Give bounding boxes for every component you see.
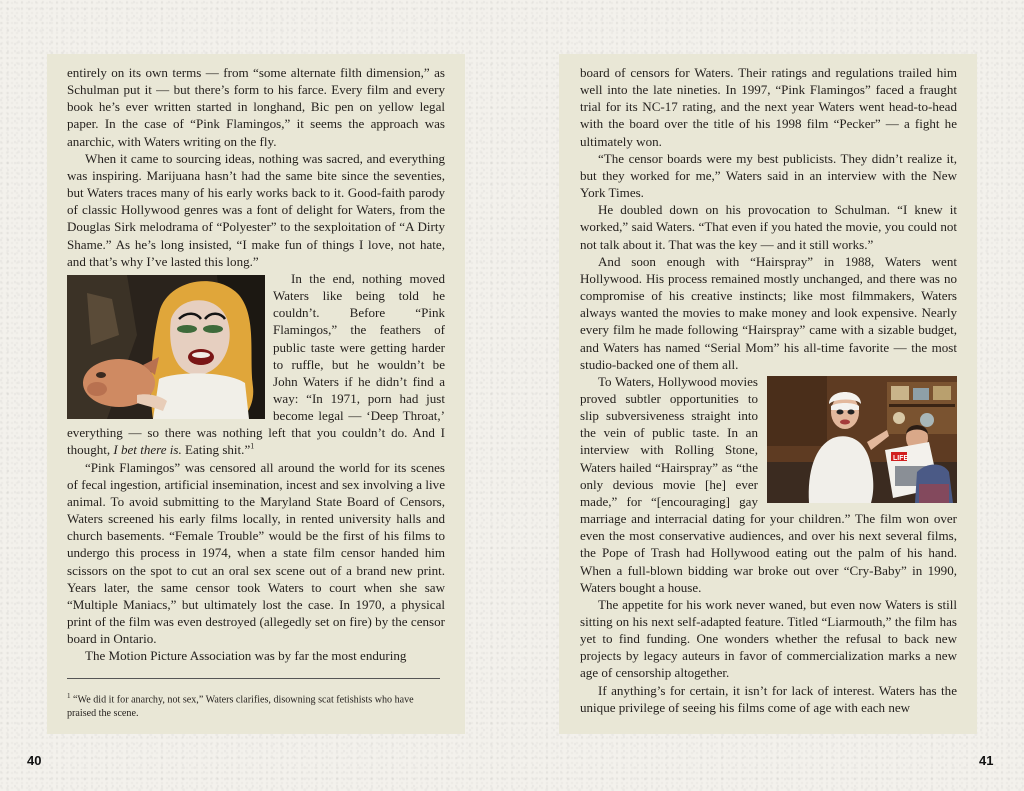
paragraph: He doubled down on his provocation to Schulman. “I knew it worked,” said Waters. “That even if you hated the movie, you could not not talk about it. That was the key — and it still works.” bbox=[580, 202, 957, 252]
paragraph: And soon enough with “Hairspray” in 1988, Waters went Hollywood. His process remained mostly unchanged, and there was no compromise of his creative instincts; like most filmmakers, Waters always wanted the movies to make money and look expensive. Nearly every film he made following “Hairspray” came with a sizable budget, and Waters has named “Serial Mom” his all-time favorite — the most studio-backed one of them all. bbox=[580, 253, 957, 372]
paragraph: When it came to sourcing ideas, nothing was sacred, and everything was inspiring. Marijuana hasn’t had the same bite since the seventies, but Waters traces many of his early works back to it. Good-faith parody of classic Hollywood genres was a font of delight for Waters, from the Douglas Sirk melodrama of “Polyester” to the sexploitation of “A Dirty Shame.” As he’s long insisted, “I make fun of things I love, not hate, and that’s why I’ve lasted this long.” bbox=[67, 150, 445, 269]
footnote-marker: 1 bbox=[67, 692, 71, 701]
footnote bbox=[67, 690, 445, 720]
paragraph: “Pink Flamingos” was censored all around the world for its scenes of fecal ingestion, artificial insemination, incest and sex involving a live animal. To avoid submitting to the Maryland State Board of Censors, Waters screened his early films locally, in rented university halls and church basements. “Female Trouble” would be the first of his films to undergo this process in 1974, when a state film censor handed him scissors on the spot to cut an oral sex scene out of a brand new print. Years later, the same censor took Waters to court when she saw “Multiple Maniacs,” but ultimately lost the case. In 1970, a physical print of the film was even destroyed (allegedly set on fire) by the censor board in Ontario. bbox=[67, 459, 445, 647]
page-number-left: 40 bbox=[27, 753, 42, 768]
footnote-divider bbox=[67, 678, 440, 679]
paragraph: board of censors for Waters. Their ratings and regulations trailed him well into the late nineties. In 1997, “Pink Flamingos” faced a fraught trial for its NC-17 rating, and the next year Waters went head-to-head with the board over the title of his 1998 film “Pecker” — a fight he ultimately won. bbox=[580, 65, 957, 149]
magazine-cover-text: LIFE bbox=[893, 454, 909, 462]
page-number-right: 41 bbox=[979, 753, 994, 768]
photo-hairspray-scene bbox=[767, 376, 957, 503]
left-page bbox=[47, 54, 465, 734]
italic-text: I bet there is. bbox=[113, 442, 182, 458]
paragraph: The appetite for his work never waned, but even now Waters is still sitting on his next self-adapted feature. Titled “Liarmouth,” the film has yet to find funding. One wonders whether the refusal to back new projects by legacy auteurs in favor of commercialization marks a new age of censorship altogether. bbox=[580, 596, 957, 681]
left-page-text bbox=[67, 64, 445, 664]
paragraph-text: Eating shit.” bbox=[181, 442, 251, 458]
paragraph: To Waters, Hollywood movies proved subtler opportunities to slip subversiveness straight into the vein of public taste. In an interview with Rolling Stone, Waters hailed “Hairspray” as “the only devious movie [he] ever made,” for “[encouraging] gay marriage and interracial dating for your children.” The film won over even the most conservative audiences, and over his next several films, the Pope of Trash had Hollywood eating out the palm of his hand. When a full-blown bidding war broke out over “Cry-Baby” in 1990, Waters bought a house. bbox=[580, 373, 957, 595]
paragraph-text: In the end, nothing moved Waters like being told he couldn’t. Before “Pink Flamingos,” the feathers of public taste were getting harder to ruffle, but he wouldn’t be John Waters if he didn’t find a way: “In 1971, porn had just become legal — ‘Deep Throat,’ everything — so there was nothing left that you couldn’t do. And I thought, bbox=[67, 270, 445, 458]
paragraph: If anything’s for certain, it isn’t for lack of interest. Waters has the unique privilege of seeing his films come of age with each new bbox=[580, 682, 957, 715]
right-page-text bbox=[580, 64, 957, 716]
right-page bbox=[559, 54, 977, 734]
footnote-text: “We did it for anarchy, not sex,” Waters clarifies, disowning scat fetishists who have praised the scene. bbox=[67, 694, 414, 720]
paragraph: The Motion Picture Association was by far the most enduring bbox=[85, 648, 407, 664]
photo-divine-illustration bbox=[67, 275, 265, 419]
paragraph: “The censor boards were my best publicists. They didn’t realize it, but they worked for me,” Waters said in an interview with the New York Times. bbox=[580, 150, 957, 201]
footnote-reference[interactable]: 1 bbox=[250, 442, 255, 452]
photo-hairspray-illustration bbox=[767, 376, 957, 503]
photo-divine-with-pig-head bbox=[67, 275, 265, 419]
paragraph: entirely on its own terms — from “some alternate filth dimension,” as Schulman put it — but there’s form to his farce. Every film and every book he’s ever written started in longhand, Bic pen on yellow legal paper. In the case of “Pink Flamingos,” it seems the approach was anarchic, with Waters writing on the fly. bbox=[67, 65, 445, 149]
